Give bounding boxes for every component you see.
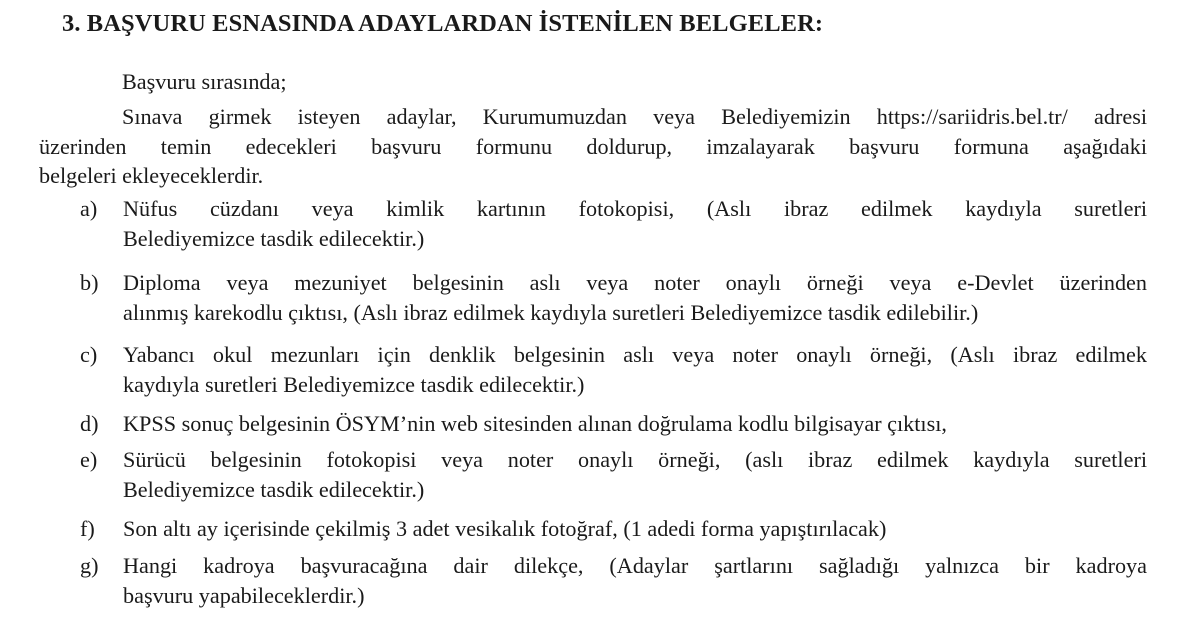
list-item-text [123,514,1147,544]
intro-paragraph-line-2: üzerinden temin edecekleri başvuru formunu doldurup, imzalayarak başvuru formuna aşağıdaki [39,133,1147,159]
list-item-marker: d) [80,411,99,436]
list-item-text [123,268,1147,327]
intro-paragraph-line-3: belgeleri ekleyeceklerdir. [39,163,264,188]
intro-paragraph-line-1: Sınava girmek isteyen adaylar, Kurumumuzdan veya Belediyemizin https://sariidris.bel.tr/ adresi [122,104,1147,129]
list-item-line: KPSS sonuç belgesinin ÖSYM’nin web sitesinden alınan doğrulama kodlu bilgisayar çıktısı, [123,411,947,436]
section-heading: 3. BAŞVURU ESNASINDA ADAYLARDAN İSTENİLEN BELGELER: [62,10,824,37]
list-item-line: Belediyemizce tasdik edilecektir.) [123,476,425,502]
list-item-text [123,445,1147,504]
list-item-text [123,340,1147,399]
list-item-line: başvuru yapabileceklerdir.) [123,582,365,608]
list-item-line: Diploma veya mezuniyet belgesinin aslı veya noter onaylı örneği veya e-Devlet üzerinden [123,270,1147,295]
list-item-marker: a) [80,196,98,221]
list-item-line: Yabancı okul mezunları için denklik belgesinin aslı veya noter onaylı örneği, (Aslı ibraz edilmek [123,342,1147,367]
intro-label: Başvuru sırasında; [122,69,287,94]
list-item-line: alınmış karekodlu çıktısı, (Aslı ibraz edilmek kaydıyla suretleri Belediyemizce tasdik edilebilir.) [123,299,979,325]
intro-paragraph [39,102,1147,191]
list-item-line: Sürücü belgesinin fotokopisi veya noter onaylı örneği, (aslı ibraz edilmek kaydıyla suretleri [123,447,1147,472]
list-item-marker: e) [80,447,98,472]
list-item-line: Hangi kadroya başvuracağına dair dilekçe, (Adaylar şartlarını sağladığı yalnızca bir kadroya [123,553,1147,578]
list-item-marker: f) [80,516,95,541]
list-item-marker: b) [80,270,99,295]
list-item-line: Nüfus cüzdanı veya kimlik kartının fotokopisi, (Aslı ibraz edilmek kaydıyla suretleri [123,196,1147,221]
list-item-text [123,409,1147,439]
list-item-marker: c) [80,342,98,367]
list-item-text [123,194,1147,253]
list-item-line: kaydıyla suretleri Belediyemizce tasdik edilecektir.) [123,371,585,397]
list-item-marker: g) [80,553,99,578]
list-item-line: Son altı ay içerisinde çekilmiş 3 adet vesikalık fotoğraf, (1 adedi forma yapıştırılacak) [123,516,887,541]
list-item-line: Belediyemizce tasdik edilecektir.) [123,225,425,251]
list-item-text [123,551,1147,610]
